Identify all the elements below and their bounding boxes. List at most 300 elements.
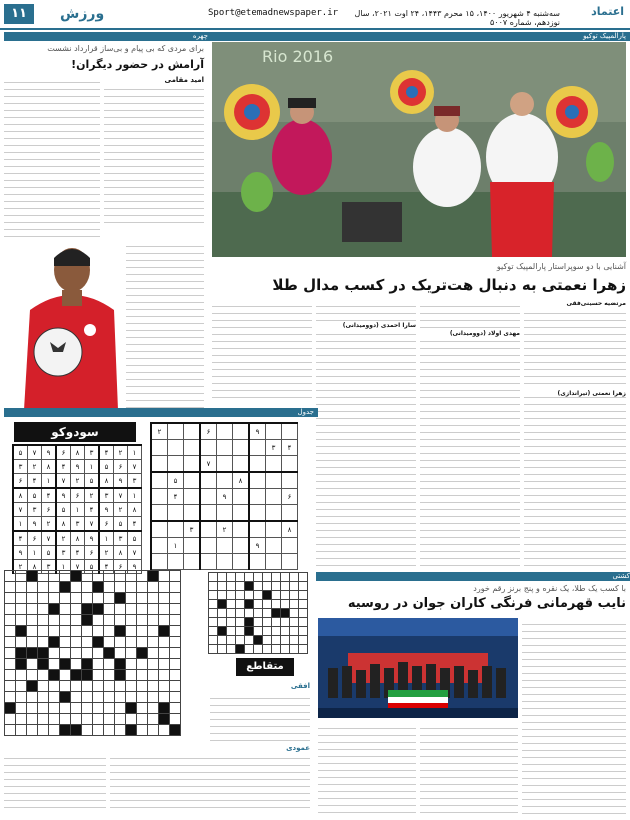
sudoku-cell [249,554,266,570]
crossword-cell [159,571,170,582]
sudoku-cell: ۷ [200,456,217,473]
sudoku-cell: ۳ [128,474,142,489]
crossword-cell [60,681,71,692]
crossword-cell [159,725,170,736]
crossword-cell [104,725,115,736]
crossword-cell [60,593,71,604]
sudoku-cell: ۸ [28,560,42,574]
crossword-cell [137,637,148,648]
crossword-cell [104,615,115,626]
crossword-cell [148,648,159,659]
left-body-col2 [4,76,100,241]
crossword-cell [126,626,137,637]
sudoku-cell: ۸ [128,503,142,517]
main-kicker: آشنایی با دو سوپراستار پارالمپیک توکیو [496,262,626,271]
crossword-cell [38,725,49,736]
sudoku-cell [200,440,217,456]
sudoku-cell [266,489,282,505]
crossword-cell [254,582,263,591]
sudoku-cell: ۱ [71,503,85,517]
crossword-cell [49,670,60,681]
crossword-cell [218,573,227,582]
sudoku-cell: ۷ [128,460,142,474]
crossword-cell [104,714,115,725]
crossword-cell [5,670,16,681]
crossword-cell [299,645,308,654]
crossword-cell [137,725,148,736]
sudoku-cell: ۱ [85,460,100,474]
crossword-cell [126,703,137,714]
crossword-cell [93,604,104,615]
crossword-cell [38,648,49,659]
crossword-cell [227,582,236,591]
crossword-cell [227,645,236,654]
crossword-cell [209,645,218,654]
crossword-cell [272,636,281,645]
crossword-cell [245,609,254,618]
sudoku-cell: ۹ [128,560,142,574]
crossword-cell [16,604,27,615]
crossword-cell [236,573,245,582]
sudoku-cell: ۸ [42,460,57,474]
sudoku-cell [151,521,168,538]
crossword-cell [93,637,104,648]
crossword-cell [263,618,272,627]
crossword-cell [71,626,82,637]
crossword-cell [227,618,236,627]
sudoku-cell [266,505,282,522]
sudoku-cell [266,456,282,473]
sudoku-cell [184,456,201,473]
crossword-cell [16,725,27,736]
sudoku-cell [233,554,250,570]
sudoku-cell [249,505,266,522]
sudoku-cell [200,521,217,538]
crossword-cell [227,609,236,618]
crossword-cell [104,681,115,692]
sudoku-cell [184,440,201,456]
sudoku-cell [249,472,266,489]
email-address[interactable]: Sport@etemadnewspaper.ir [208,8,339,18]
sudoku-cell: ۵ [13,445,28,460]
sudoku-title: سودوکو [14,422,136,442]
crossword-cell [281,600,290,609]
crossword-cell [299,591,308,600]
crossword-cell [209,591,218,600]
crossword-cell [115,681,126,692]
crossword-cell [218,609,227,618]
crossword-cell [104,571,115,582]
sudoku-cell [151,440,168,456]
crossword-cell [281,645,290,654]
crossword-cell [148,604,159,615]
crossword-cell [38,692,49,703]
sudoku-cell [151,489,168,505]
crossword-cell [5,637,16,648]
crossword-cell [93,659,104,670]
crossword-cell [16,637,27,648]
crossword-cell [159,670,170,681]
crossword-cell [38,571,49,582]
sudoku-cell [184,554,201,570]
wrestling-team-photo [318,618,518,718]
sudoku-cell: ۷ [13,503,28,517]
sudoku-cell [168,521,184,538]
crossword-cell [115,703,126,714]
sudoku-cell: ۵ [28,488,42,503]
crossword-cell [227,600,236,609]
crossword-cell [93,593,104,604]
crossword-cell [137,659,148,670]
crossword-cell [218,591,227,600]
crossword-cell [126,637,137,648]
sudoku-cell: ۵ [114,517,128,532]
bottom-body-col2 [420,722,518,814]
crossword-cell [104,626,115,637]
crossword-cell [16,714,27,725]
sudoku-cell: ۴ [282,440,298,456]
crossword-cell [170,615,181,626]
crossword-small-grid [208,572,308,654]
sudoku-cell [249,489,266,505]
crossword-cell [254,609,263,618]
crossword-cell [27,714,38,725]
crossword-cell [218,645,227,654]
sudoku-cell: ۶ [200,423,217,440]
crossword-cell [263,627,272,636]
crossword-cell [159,648,170,659]
crossword-cell [236,591,245,600]
crossword-cell [137,703,148,714]
sudoku-cell: ۵ [99,460,114,474]
sudoku-cell [151,472,168,489]
sudoku-cell: ۶ [99,517,114,532]
sudoku-cell [184,489,201,505]
crossword-cell [170,725,181,736]
sudoku-cell: ۹ [71,460,85,474]
crossword-title: متقاطع [236,658,294,676]
crossword-cell [254,618,263,627]
crossword-cell [49,604,60,615]
crossword-cell [38,714,49,725]
bottom-headline: نایب قهرمانی فرنگی کاران جوان در روسیه [347,596,626,611]
crossword-cell [290,609,299,618]
sudoku-cell: ۳ [28,503,42,517]
crossword-cell [115,692,126,703]
sudoku-cell: ۷ [85,517,100,532]
sudoku-cell [184,538,201,554]
sudoku-cell: ۹ [13,546,28,560]
sudoku-cell: ۶ [13,474,28,489]
sudoku-cell [200,538,217,554]
crossword-cell [281,627,290,636]
sudoku-puzzle-grid [150,422,298,570]
crossword-cell [137,626,148,637]
crossword-cell [299,609,308,618]
sudoku-cell [233,440,250,456]
crossword-cell [60,615,71,626]
sudoku-cell: ۳ [114,531,128,546]
crossword-cell [290,618,299,627]
crossword-cell [126,670,137,681]
crossword-cell [126,659,137,670]
page-number: ۱۱ [4,4,34,24]
crossword-cell [159,582,170,593]
crossword-cell [71,714,82,725]
crossword-cell [5,604,16,615]
crossword-cell [82,670,93,681]
crossword-cell [27,571,38,582]
sudoku-cell: ۴ [13,531,28,546]
crossword-cell [170,703,181,714]
sudoku-cell [282,538,298,554]
sudoku-cell [266,423,282,440]
crossword-cell [159,703,170,714]
sudoku-cell: ۸ [114,546,128,560]
crossword-cell [137,582,148,593]
crossword-cell [209,600,218,609]
crossword-cell [272,591,281,600]
crossword-cell [159,593,170,604]
sudoku-cell: ۷ [71,560,85,574]
crossword-cell [5,593,16,604]
sudoku-cell: ۴ [99,445,114,460]
player-photo [10,240,122,410]
sudoku-cell: ۸ [71,445,85,460]
crossword-cell [170,637,181,648]
crossword-cell [104,593,115,604]
crossword-cell [245,618,254,627]
crossword-cell [27,692,38,703]
rio-sign: Rio 2016 [262,47,334,66]
main-subhead-1: زهرا نعمتی (تیراندازی) [524,390,626,397]
crossword-cell [115,626,126,637]
main-body-col3 [420,300,520,570]
puzzle-tag: جدول [297,408,314,416]
crossword-cell [27,725,38,736]
crossword-cell [272,618,281,627]
crossword-cell [170,571,181,582]
puzzle-tag-bar [4,408,318,417]
crossword-cell [290,645,299,654]
crossword-cell [209,582,218,591]
crossword-cell [137,571,148,582]
crossword-cell [148,637,159,648]
crossword-cell [16,626,27,637]
crossword-cell [71,582,82,593]
left-body-col1 [104,76,204,226]
crossword-cell [159,615,170,626]
sudoku-cell [282,456,298,473]
crossword-cell [49,681,60,692]
crossword-cell [209,609,218,618]
sudoku-cell: ۳ [13,460,28,474]
bottom-body-col1 [522,618,626,814]
sudoku-cell: ۱ [28,546,42,560]
crossword-cell [148,714,159,725]
crossword-cell [71,703,82,714]
crossword-cell [126,714,137,725]
crossword-cell [137,604,148,615]
sudoku-cell: ۲ [71,474,85,489]
sudoku-cell: ۳ [85,445,100,460]
bottom-tag-bar [316,572,630,581]
crossword-cell [148,725,159,736]
crossword-cell [16,659,27,670]
sudoku-cell [266,472,282,489]
sudoku-cell: ۶ [282,489,298,505]
sudoku-cell: ۷ [56,474,71,489]
sudoku-cell [184,505,201,522]
crossword-cell [49,692,60,703]
crossword-cell [299,582,308,591]
crossword-cell [49,703,60,714]
crossword-cell [209,618,218,627]
crossword-cell [5,571,16,582]
crossword-cell [227,627,236,636]
crossword-cell [272,627,281,636]
crossword-cell [159,681,170,692]
crossword-cell [148,681,159,692]
sudoku-cell [200,472,217,489]
crossword-cell [236,609,245,618]
left-author: امید مقامی [104,76,204,84]
crossword-cell [27,659,38,670]
crossword-cell [49,637,60,648]
crossword-cell [93,714,104,725]
crossword-cell [82,626,93,637]
sudoku-cell [184,472,201,489]
sudoku-cell: ۹ [217,489,233,505]
sudoku-cell: ۹ [42,445,57,460]
crossword-cell [5,582,16,593]
sudoku-cell [282,472,298,489]
sudoku-cell: ۴ [71,546,85,560]
crossword-cell [27,604,38,615]
crossword-cell [148,659,159,670]
crossword-cell [290,627,299,636]
crossword-cell [16,571,27,582]
crossword-cell [148,670,159,681]
crossword-cell [148,571,159,582]
crossword-cell [16,703,27,714]
sudoku-cell [151,554,168,570]
sudoku-cell [249,521,266,538]
crossword-cell [209,627,218,636]
crossword-cell [60,670,71,681]
crossword-cell [126,571,137,582]
crossword-cell [60,637,71,648]
crossword-cell [5,714,16,725]
crossword-cell [290,591,299,600]
crossword-cell [227,636,236,645]
crossword-cell [82,703,93,714]
date-line: سه‌شنبه ۴ شهریور ۱۴۰۰، ۱۵ محرم ۱۴۴۳، ۲۴ اوت ۲۰۲۱، سال نوزدهم، شماره ۵۰۰۷ [354,9,560,27]
sudoku-cell [200,505,217,522]
crossword-cell [27,637,38,648]
sudoku-cell: ۵ [128,531,142,546]
bottom-body-col3 [318,722,416,814]
crossword-cell [148,615,159,626]
crossword-cell [137,714,148,725]
crossword-cell [281,609,290,618]
sudoku-cell [233,489,250,505]
sudoku-cell: ۱ [128,488,142,503]
crossword-cell [281,618,290,627]
crossword-cell [5,615,16,626]
crossword-cell [209,573,218,582]
sudoku-cell: ۳ [42,560,57,574]
crossword-cell [148,703,159,714]
sudoku-cell [200,554,217,570]
down-label: عمودی [286,744,310,752]
crossword-cell [38,637,49,648]
crossword-cell [236,618,245,627]
left-headline: آرامش در حضور دیگران! [71,58,204,71]
crossword-cell [115,648,126,659]
crossword-cell [126,604,137,615]
main-author: مرتضیه حسینی‌فقی [524,300,626,307]
crossword-cell [272,645,281,654]
crossword-cell [299,636,308,645]
crossword-cell [82,692,93,703]
crossword-cell [209,636,218,645]
sudoku-cell: ۵ [56,503,71,517]
crossword-cell [218,582,227,591]
crossword-cell [218,618,227,627]
crossword-cell [290,636,299,645]
crossword-cell [60,703,71,714]
sudoku-cell [266,521,282,538]
crossword-cell [126,615,137,626]
crossword-cell [49,571,60,582]
sudoku-cell [217,538,233,554]
crossword-cell [49,593,60,604]
crossword-cell [245,591,254,600]
crossword-cell [137,692,148,703]
crossword-cell [137,593,148,604]
podium-photo [212,42,626,257]
sudoku-cell [282,423,298,440]
sudoku-cell [217,423,233,440]
sudoku-cell: ۵ [168,472,184,489]
crossword-cell [245,600,254,609]
sudoku-cell: ۴ [28,474,42,489]
crossword-cell [281,582,290,591]
crossword-cell [104,692,115,703]
main-body-col4 [524,300,626,570]
crossword-cell [16,615,27,626]
crossword-cell [115,593,126,604]
crossword-cell [254,645,263,654]
sudoku-cell: ۹ [249,538,266,554]
sudoku-cell [233,505,250,522]
sudoku-cell [282,505,298,522]
sudoku-cell [249,456,266,473]
crossword-cell [82,637,93,648]
crossword-cell [93,681,104,692]
crossword-cell [16,681,27,692]
bottom-kicker: با کسب یک طلا، یک نقره و پنج برنز رقم خورد [473,584,626,593]
sudoku-cell: ۸ [56,517,71,532]
crossword-cell [5,648,16,659]
crossword-cell [38,604,49,615]
crossword-cell [254,573,263,582]
sudoku-cell: ۶ [114,460,128,474]
crossword-cell [71,571,82,582]
crossword-cell [93,725,104,736]
sudoku-cell: ۷ [42,531,57,546]
